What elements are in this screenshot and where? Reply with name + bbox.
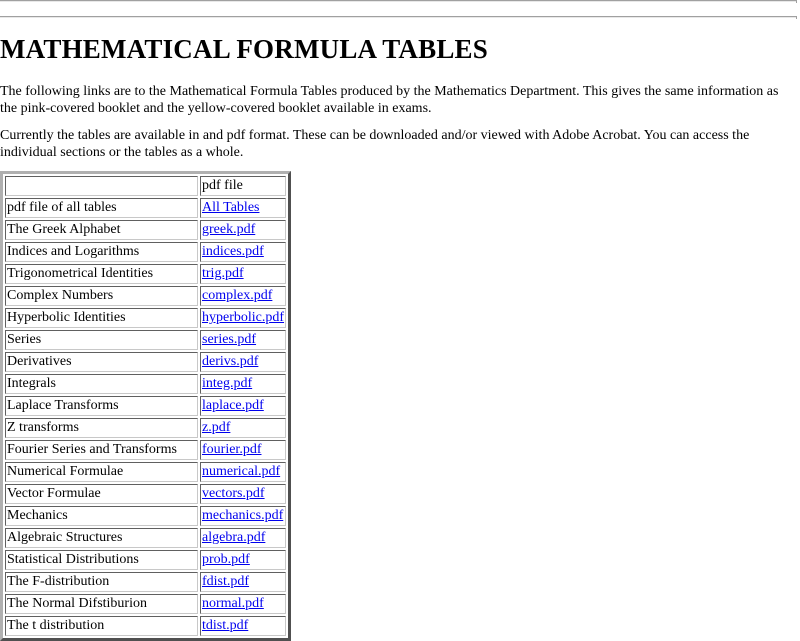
section-name-cell: Mechanics [5, 506, 198, 526]
pdf-file-cell [200, 286, 286, 306]
section-name-cell: Z transforms [5, 418, 198, 438]
section-name-cell: pdf file of all tables [5, 198, 198, 218]
section-name-cell: Hyperbolic Identities [5, 308, 198, 328]
pdf-file-cell [200, 462, 286, 482]
pdf-link[interactable]: indices.pdf [202, 244, 264, 259]
table-header-row [5, 176, 286, 196]
table-row [5, 242, 286, 262]
table-row [5, 374, 286, 394]
pdf-file-cell [200, 220, 286, 240]
pdf-file-cell [200, 616, 286, 636]
pdf-file-cell [200, 242, 286, 262]
section-name-cell: Complex Numbers [5, 286, 198, 306]
table-row [5, 330, 286, 350]
pdf-link[interactable]: laplace.pdf [202, 398, 264, 413]
formula-tables-table [0, 171, 291, 641]
section-name-cell: The Normal Difstiburion [5, 594, 198, 614]
pdf-file-cell [200, 418, 286, 438]
table-row [5, 528, 286, 548]
pdf-file-cell [200, 572, 286, 592]
pdf-link[interactable]: derivs.pdf [202, 354, 259, 369]
pdf-link[interactable]: series.pdf [202, 332, 257, 347]
table-row [5, 462, 286, 482]
table-row [5, 286, 286, 306]
table-row [5, 220, 286, 240]
pdf-link[interactable]: tdist.pdf [202, 618, 249, 633]
section-name-cell: Statistical Distributions [5, 550, 198, 570]
formats-paragraph: Currently the tables are available in and pdf format. These can be downloaded and/or viewed with Adobe Acrobat. You can access the individual sections or the tables as a whole. [0, 128, 750, 160]
pdf-link[interactable]: z.pdf [202, 420, 231, 435]
pdf-file-cell [200, 594, 286, 614]
pdf-file-cell [200, 396, 286, 416]
pdf-link[interactable]: complex.pdf [202, 288, 273, 303]
pdf-file-cell [200, 528, 286, 548]
pdf-file-cell [200, 374, 286, 394]
table-row [5, 264, 286, 284]
pdf-file-cell [200, 264, 286, 284]
table-row [5, 198, 286, 218]
intro-paragraph: The following links are to the Mathematical Formula Tables produced by the Mathematics Department. This gives the same information as the pink-covered booklet and the yellow-covered booklet available in exams. [0, 84, 779, 116]
pdf-file-cell [200, 484, 286, 504]
section-name-cell: The F-distribution [5, 572, 198, 592]
section-name-cell: Algebraic Structures [5, 528, 198, 548]
table-row [5, 418, 286, 438]
section-name-cell: Indices and Logarithms [5, 242, 198, 262]
pdf-link[interactable]: trig.pdf [202, 266, 244, 281]
pdf-link[interactable]: vectors.pdf [202, 486, 265, 501]
table-row [5, 308, 286, 328]
horizontal-rule-second [0, 16, 796, 18]
table-row [5, 550, 286, 570]
section-name-cell: The Greek Alphabet [5, 220, 198, 240]
pdf-link[interactable]: prob.pdf [202, 552, 250, 567]
section-name-cell: Integrals [5, 374, 198, 394]
table-row [5, 506, 286, 526]
section-name-cell: Derivatives [5, 352, 198, 372]
section-name-cell: Laplace Transforms [5, 396, 198, 416]
page-title: MATHEMATICAL FORMULA TABLES [0, 34, 488, 64]
tables-list-container [0, 171, 291, 641]
section-name-cell: Trigonometrical Identities [5, 264, 198, 284]
table-row [5, 352, 286, 372]
table-row [5, 616, 286, 636]
pdf-file-cell [200, 550, 286, 570]
table-row [5, 594, 286, 614]
header-name-cell [5, 176, 198, 196]
section-name-cell: The t distribution [5, 616, 198, 636]
section-name-cell: Fourier Series and Transforms [5, 440, 198, 460]
pdf-link[interactable]: hyperbolic.pdf [202, 310, 285, 325]
pdf-file-cell [200, 440, 286, 460]
pdf-link[interactable]: numerical.pdf [202, 464, 281, 479]
pdf-link[interactable]: All Tables [202, 200, 260, 215]
table-row [5, 440, 286, 460]
pdf-link[interactable]: normal.pdf [202, 596, 264, 611]
pdf-file-cell [200, 506, 286, 526]
table-row [5, 396, 286, 416]
table-row [5, 484, 286, 504]
pdf-file-cell [200, 330, 286, 350]
section-name-cell: Numerical Formulae [5, 462, 198, 482]
pdf-link[interactable]: fourier.pdf [202, 442, 262, 457]
pdf-link[interactable]: greek.pdf [202, 222, 256, 237]
horizontal-rule-top [0, 0, 796, 2]
section-name-cell: Vector Formulae [5, 484, 198, 504]
pdf-file-cell [200, 198, 286, 218]
pdf-file-cell [200, 352, 286, 372]
header-file-cell: pdf file [200, 176, 286, 196]
pdf-link[interactable]: integ.pdf [202, 376, 253, 391]
pdf-link[interactable]: fdist.pdf [202, 574, 250, 589]
table-row [5, 572, 286, 592]
pdf-file-cell [200, 308, 286, 328]
section-name-cell: Series [5, 330, 198, 350]
pdf-link[interactable]: algebra.pdf [202, 530, 266, 545]
pdf-link[interactable]: mechanics.pdf [202, 508, 284, 523]
